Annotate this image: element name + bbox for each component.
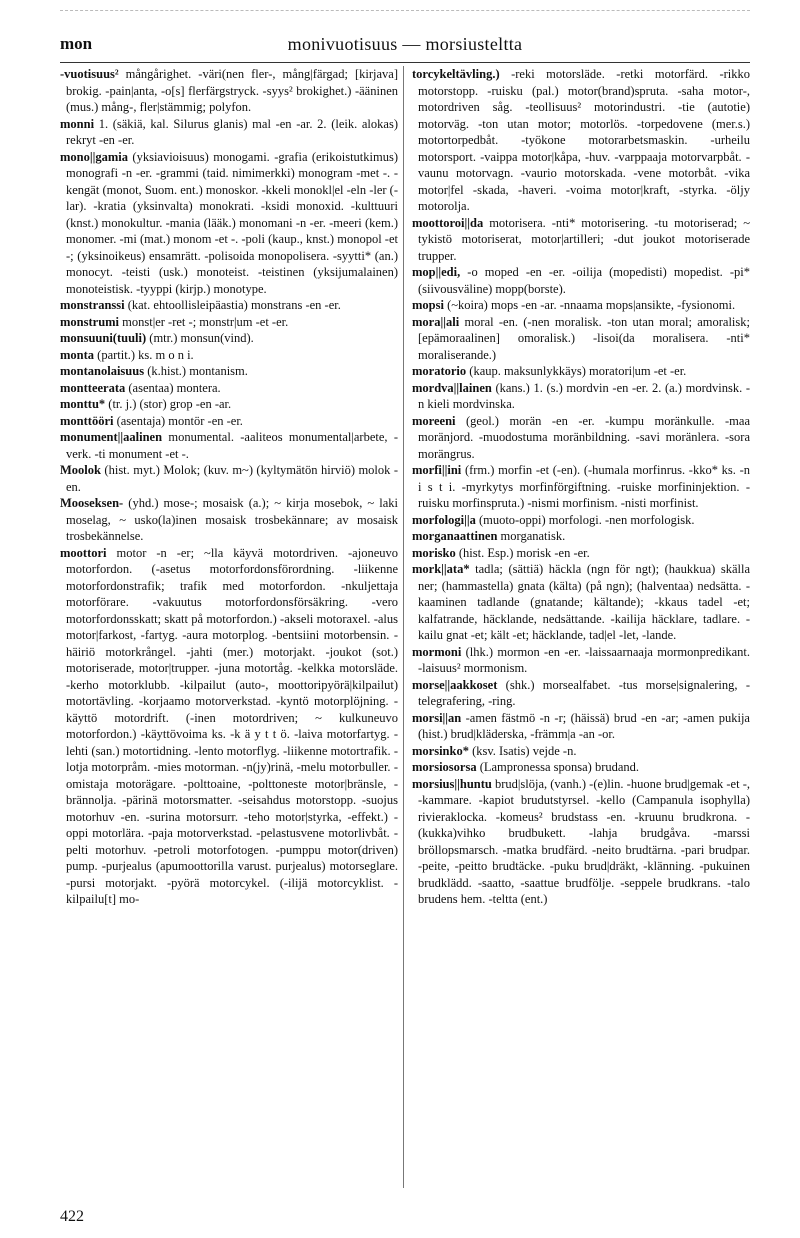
dictionary-entry: mora||ali moral -en. (-nen moralisk. -ton utan moral; amoralisk; [epämoraalinen] omoralisk.) -lisoi(da moralisera. -nti* moraliserande.) — [412, 314, 750, 362]
dictionary-entry: -vuotisuus² mångårighet. -väri(nen fler-, mång|färgad; [kirjava] brokig. -pain|anta, -o[s] flerfärgstryck. -syys² brokighet.) -ääninen (mus.) mång-, fler|stämmig; polyfon. — [60, 67, 398, 114]
dictionary-entry: mormoni (lhk.) mormon -en -er. -laissaarnaaja mormonpredikant. -laisuus² mormonism. — [412, 644, 750, 675]
dictionary-entry: morsiosorsa (Lampronessa sponsa) brudand. — [412, 760, 640, 774]
dictionary-entry: mordva||lainen (kans.) 1. (s.) mordvin -en -er. 2. (a.) mordvinsk. -n kieli mordvinska. — [412, 380, 750, 411]
dictionary-entry: morsius||huntu brud|slöja, (vanh.) -(e)lin. -huone brud|gemak -et -, -kammare. -kapiot brudutstyrsel. -kello (Campanula isophylla) rivieraklocka. -komeus² brudstass -en. -kruunu brudkrona. -(kukka)vihko brudbukett. -lahja brudgåva. -marssi bröllopsmarsch. -matka brudfärd. -neito brudtärna. -pari brudpar. -peite, -peitto brudtäcke. -puku brud|dräkt, -klänning. -pukuinen brudklädd. -saatto, -saattue brudfölje. -seppele brudkrans. -talo brudens hem. -teltta (ent.) — [412, 776, 750, 906]
scan-edge-rule — [60, 10, 750, 11]
dictionary-entry: montanolaisuus (k.hist.) montanism. — [60, 364, 248, 378]
right-column — [412, 66, 750, 908]
dictionary-entry: morisko (hist. Esp.) morisk -en -er. — [412, 545, 590, 560]
dictionary-entry: monstrumi monst|er -ret -; monstr|um -et -er. — [60, 314, 289, 329]
dictionary-entry: morganaattinen morganatisk. — [412, 529, 566, 543]
dictionary-entry: torcykeltävling.) -reki motorsläde. -retki motorfärd. -rikko motorstopp. -ruisku (pal.) motor(brand)spruta. -saha motor-, motordriven såg. -teollisuus² motorindustri. -tie (autotie) motorväg. -ton utan motor; motorlös. -torpedovene (mer.s.) motortorpedbåt. -työkone motorarbetsmaskin. -urheilu motorsport. -vaippa motor|kåpa, -huv. -varppaaja motorvarpbåt. -vaunu motorvagn. -vaurio motorskada. -vene motorbåt. -vika motor|fel -skada, -haveri. -voima motor|kraft, -styrka. -öljy motorolja. — [412, 67, 750, 213]
dictionary-entry: Moolok (hist. myt.) Molok; (kuv. m~) (kyltymätön hirviö) molok -en. — [60, 463, 398, 494]
guide-word: mon — [60, 34, 93, 53]
dictionary-entry: moratorio (kaup. maksunlykkäys) moratori|um -et -er. — [412, 364, 687, 378]
dictionary-entry: mork||ata* tadla; (sättiä) häckla (ngn för ngt); (haukkua) skälla ner; (hammastella) gnata (kälta) (på ngn); (halventaa) nedsätta. -kaaminen tadlande (gnatande; kältande); -kkaus tadel -et; kalfatrande, häcklande, nedsättande. -kailija häcklare, tadlare. -kailu gnat -et; kält -et; häcklande, tad|el -let, -lande. — [412, 562, 750, 642]
dictionary-entry: monument||aalinen monumental. -aaliteos monumental|arbete, -verk. -ti monument -et -. — [60, 430, 398, 461]
dictionary-entry: monsuuni(tuuli) (mtr.) monsun(vind). — [60, 331, 254, 345]
dictionary-entry: moottori motor -n -er; ~lla käyvä motordriven. -ajoneuvo motorfordon. (-asetus motorfordonsförordning. -liikenne motorfordonstrafik; trafik med motorfordon. -nkuljettaja motorförare. -vakuutus motorfordonsförsäkring. -vero motorfordonsskatt; skatt på motorfordon.) -akseli motoraxel. -alus motor|farkost, -fartyg. -aura motorplog. -bentsiini motorbensin. -häiriö motorkrångel. -jahti (mer.) motorjakt. -joukot (sot.) motoriserade, motor|trupper. -juna motortåg. -kelkka motorsläde. -kerho motorklubb. -kilpailut (auto-, moottoripyörä|kilpailut) motortävling. -korjaamo motorverkstad. -kyntö motorplöjning. -käyttö motordrift. (-inen motordriven; ~ kulkuneuvo motorfordon.) -käyttövoima ks. -k ä y t t ö. -laiva motorfartyg. -lehti (san.) motortidning. -lento motorflyg. -liikenne motortrafik. -lotja motorpråm. -mies motorman. -n(jy)rinä, -melu motorbuller. -omistaja motorägare. -polttoaine, -polttoneste motor|bränsle, -brännolja. -pärinä motorsmatter. -seisahdus motorstopp. -suojus motorhuv -en. -surina motorsurr. -teho motor|styrka, -effekt.) -oppi motorlära. -paja motorverkstad. -pelastusvene motorlivbåt. -pelti motorhuv. -petroli motorfotogen. -pumppu motor(driven) pump. -purjealus (apumoottorilla varust. purjealus) motorseglare. -pursi motorjakt. -pyörä motorcykel. (-ilijä motorcyklist. -kilpailu[t] mo- — [60, 545, 398, 906]
dictionary-entry: mop||edi, -o moped -en -er. -oilija (mopedisti) mopedist. -pi* (siivousväline) mopp(borste). — [412, 265, 750, 296]
dictionary-entry: monttu* (tr. j.) (stor) grop -en -ar. — [60, 397, 232, 411]
dictionary-entry: mono||gamia (yksiavioisuus) monogami. -grafia (erikoistutkimus) monografi -n -er. -grammi (taid. nimimerkki) monogram -met -. -kengät (monot, Suom. ent.) monoskor. -kkeli monokl|el -eln -ler (-lar). -kratia (yksinvalta) monokrati. -ksidi monoxid. -kulttuuri (knst.) monokultur. -mania (lääk.) monomani -n -er. -meeri (kem.) monomer. -mi (mat.) monom -et -. -poli (kaup., knst.) monopol -et -; (yksinoikeus) ensamrätt. -polisoida monopolisera. -syytti* (an.) monocyt. -teisti (usk.) monoteist. -teistinen (yksijumalainen) monoteistisk. -tyyppi (kirjp.) monotype. — [60, 149, 398, 296]
dictionary-entry: morse||aakkoset (shk.) morsealfabet. -tus morse|signalering, -telegrafering, -ring. — [412, 677, 750, 708]
column-divider — [403, 66, 404, 1188]
dictionary-entry: moreeni (geol.) morän -en -er. -kumpu moränkulle. -maa moränjord. -muodostuma moränbildning. -savi moränlera. -sora morängrus. — [412, 413, 750, 461]
dictionary-entry: montteerata (asentaa) montera. — [60, 380, 221, 395]
dictionary-entry: mopsi (~koira) mops -en -ar. -nnaama mops|ansikte, -fysionomi. — [412, 298, 736, 312]
dictionary-entry: monttööri (asentaja) montör -en -er. — [60, 413, 243, 428]
dictionary-entry: monni 1. (säkiä, kal. Silurus glanis) mal -en -ar. 2. (leik. alokas) rekryt -en -er. — [60, 116, 398, 147]
running-header — [60, 34, 750, 58]
dictionary-entry: morsinko* (ksv. Isatis) vejde -n. — [412, 743, 577, 758]
dictionary-entry: moottoroi||da motorisera. -nti* motorisering. -tu motoriserad; ~ tykistö motoriserat, motor|artilleri; -dut joukot motoriserade trupper. — [412, 215, 750, 263]
header-rule — [60, 62, 750, 63]
page-title: monivuotisuus — morsiusteltta — [287, 34, 523, 54]
left-column — [60, 66, 398, 908]
page-number: 422 — [60, 1208, 84, 1225]
dictionary-entry: Mooseksen- (yhd.) mose-; mosaisk (a.); ~ kirja mosebok, ~ laki moselag, ~ usko(la)inen mosaisk trosbekännare; av mosaisk trosbekännelse. — [60, 496, 398, 543]
dictionary-entry: morfologi||a (muoto-oppi) morfologi. -nen morfologisk. — [412, 512, 695, 527]
dictionary-entry: morfi||ini (frm.) morfin -et (-en). (-humala morfinrus. -kko* ks. -n i s t i. -myrkytys morfinförgiftning. -ruiske morfininjektion. -ruisku morfinspruta.) -nismi morfinism. -nisti morfinist. — [412, 463, 750, 510]
dictionary-entry: monta (partit.) ks. m o n i. — [60, 347, 194, 362]
dictionary-entry: morsi||an -amen fästmö -n -r; (häissä) brud -en -ar; -amen pukija (hist.) brud|kläderska, -främm|a -an -or. — [412, 710, 750, 741]
dictionary-entry: monstranssi (kat. ehtoollisleipäastia) monstrans -en -er. — [60, 298, 341, 312]
